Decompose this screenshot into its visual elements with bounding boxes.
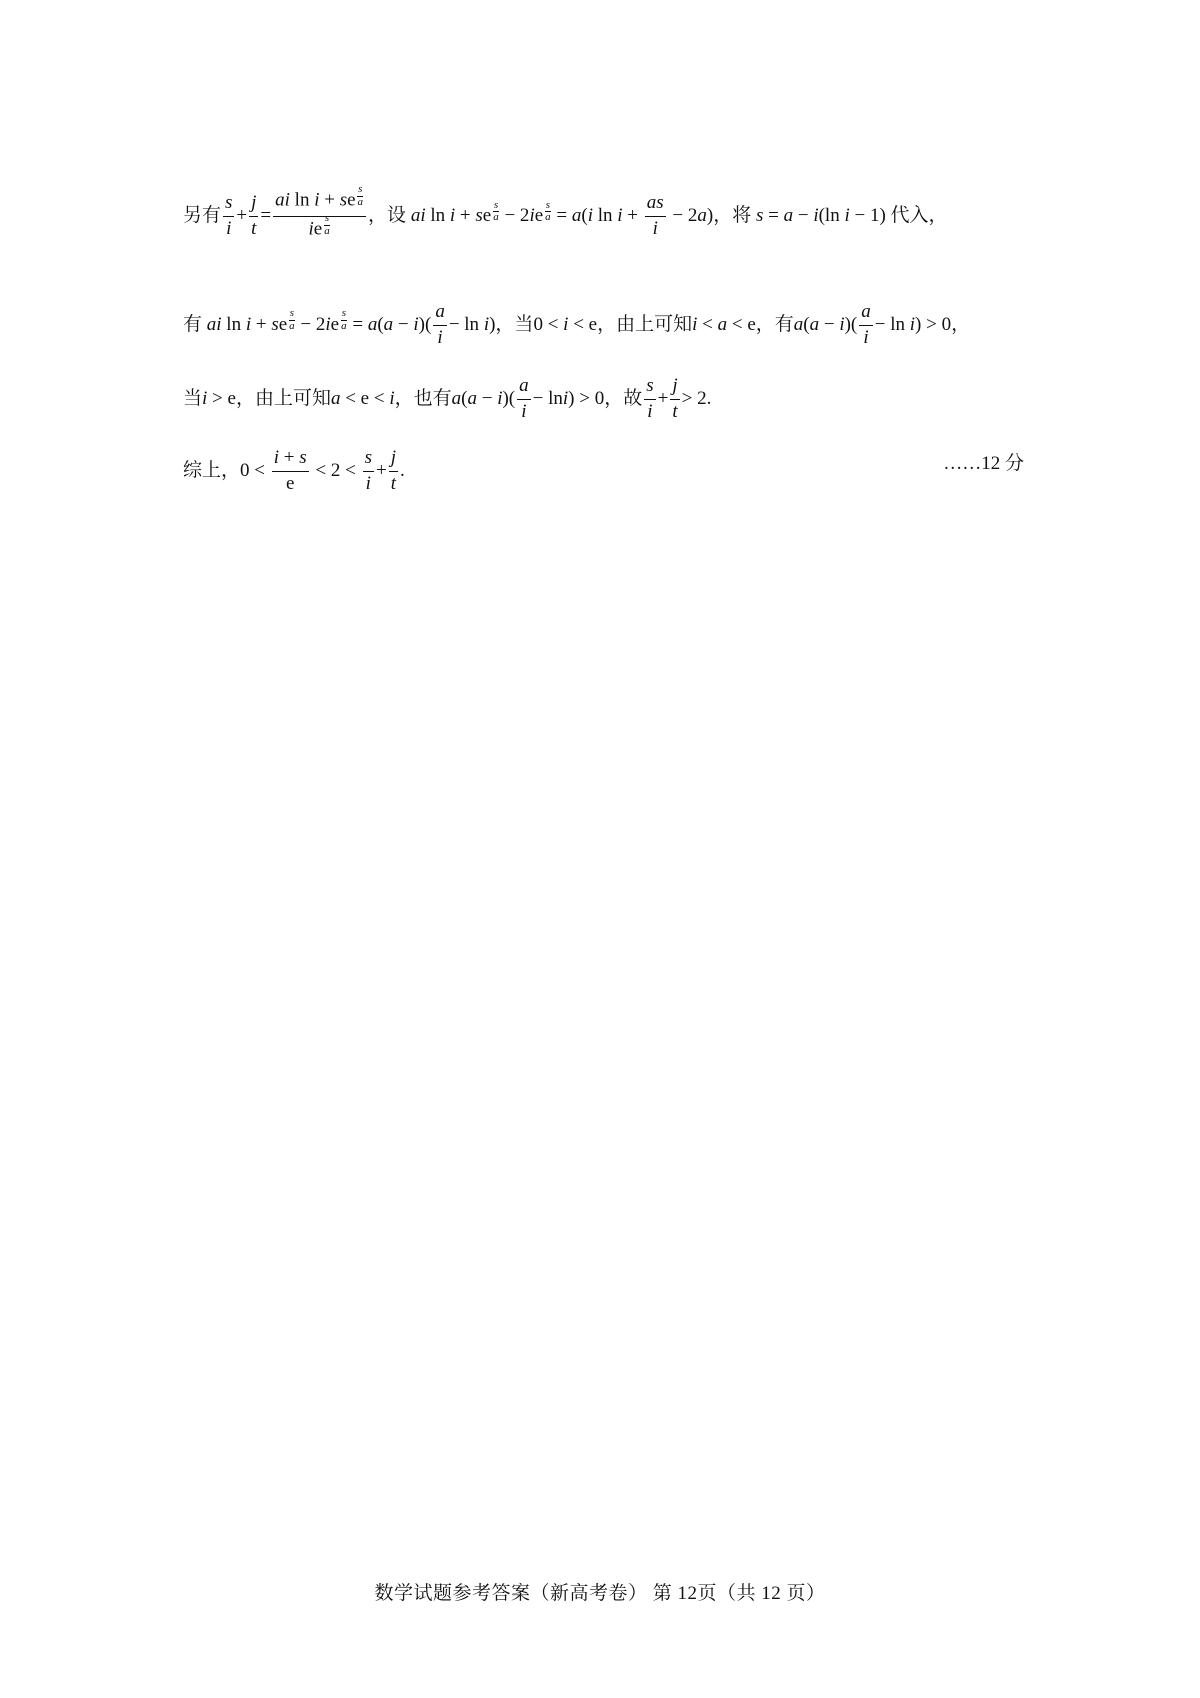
- line4-lead: 综上，: [183, 459, 241, 481]
- line2-c2: ，由上可知: [597, 313, 693, 335]
- line4-tail: .: [399, 459, 405, 481]
- fraction-s-over-i-2: $\frac{s}{i}$: [646, 375, 654, 422]
- line3-c1: ，由上可知: [235, 387, 331, 409]
- solution-line-4: 综上，0 < $\frac{i + s}{e}$ < 2 < $\frac{s}{i}$ + $\frac{j}{t}$ .: [183, 447, 405, 494]
- line3-lead: 当: [183, 387, 203, 409]
- fraction-j-over-t: $\frac{j}{t}$: [251, 192, 257, 240]
- solution-line-3: 当i > e，由上可知a < e < i，也有a(a − i)( $\frac{a}{i}$ − lni) > 0，故 $\frac{s}{i}$ + $\frac{j}{t}$ > 2.: [183, 375, 712, 422]
- page-footer: 数学试题参考答案（新高考卷） 第 12页（共 12 页）: [374, 1583, 826, 1604]
- line1-tail: 代入，: [890, 204, 948, 226]
- solution-line-2: 有 ai ln i + se $\frac{s}{a}$ − 2ie $\frac{s}{a}$ = a(a − i)( $\frac{a}{i}$ − ln i)，当0 < i < e，由上可知i < a < e，有a(a − i)( $\frac{a}{i}$ − ln i) > 0，: [183, 301, 971, 348]
- line1-comma1: ，设: [368, 204, 407, 226]
- line2-c1: ，当: [495, 313, 534, 335]
- line1-lead: 另有: [183, 204, 222, 226]
- line3-c3: ，故: [604, 387, 643, 409]
- fraction-i-plus-s-over-e: $\frac{i + s}{e}$: [273, 447, 307, 494]
- line3-tail: .: [706, 387, 712, 409]
- fraction-j-over-t-3: $\frac{j}{t}$: [390, 447, 396, 494]
- fraction-s-over-i-3: $\frac{s}{i}$: [364, 447, 372, 494]
- line3-c2: ，也有: [394, 387, 452, 409]
- fraction-a-over-i-3: $\frac{a}{i}$: [519, 375, 529, 422]
- fraction-j-over-t-2: $\frac{j}{t}$: [672, 375, 678, 422]
- fraction-s-over-i: $\frac{s}{i}$: [225, 192, 233, 240]
- fraction-a-over-i-2: $\frac{a}{i}$: [861, 301, 871, 348]
- line1-comma2: ，将: [713, 204, 752, 226]
- line2-tail: ，: [951, 313, 971, 335]
- solution-line-1: 另有 $\frac{s}{i}$ + $\frac{j}{t}$ = ai ln i + se $\frac{s}{a}$ ie $\frac{s}{a}$ ，设 ai ln i + se $\frac{s}{a}$ − 2ie $\frac{s}{a}$ = a(i ln i + $\frac{as}{i}$ − 2a)，将 s = a − i(ln i − 1) 代入，: [183, 190, 1024, 243]
- line2-lead: 有: [183, 313, 203, 335]
- fraction-a-over-i: $\frac{a}{i}$: [435, 301, 445, 348]
- fraction-as-over-i: $\frac{as}{i}$: [646, 192, 664, 240]
- line2-c3: ，有: [755, 313, 794, 335]
- score-marker: ……12 分: [943, 453, 1024, 474]
- fraction-combined: ai ln i + se $\frac{s}{a}$ ie $\frac{s}{a}$: [273, 190, 366, 243]
